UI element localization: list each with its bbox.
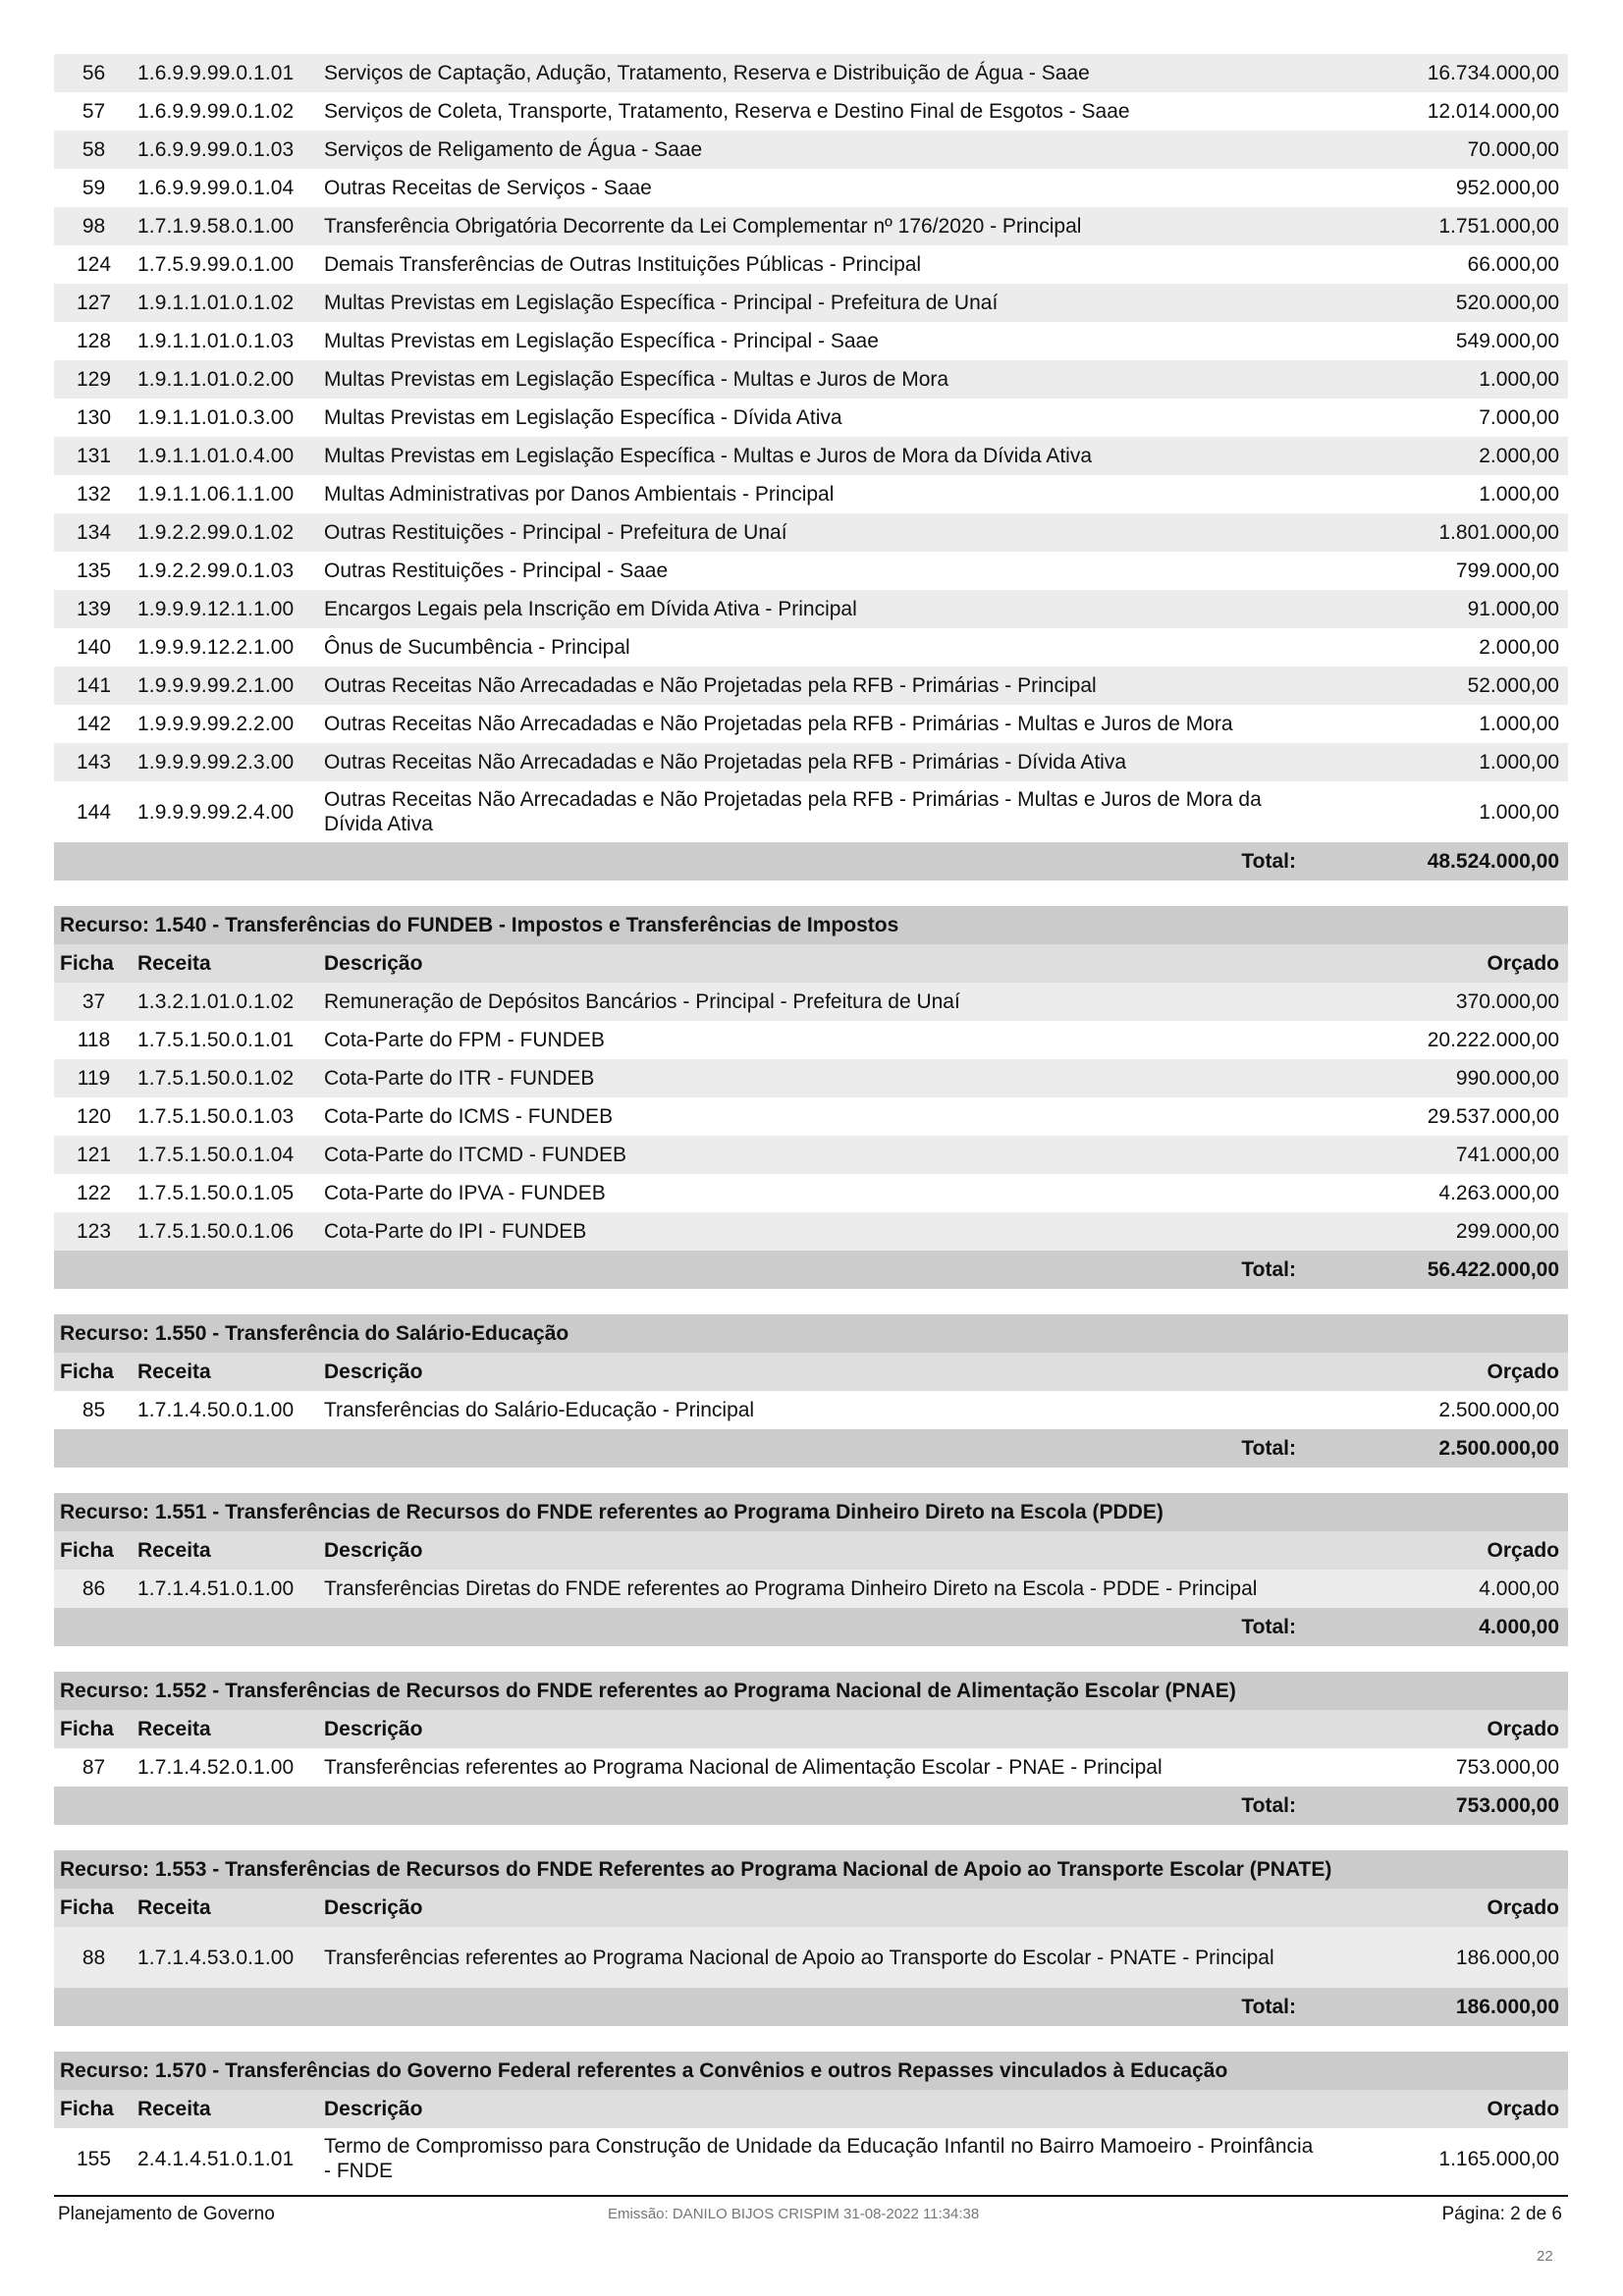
total-value: 4.000,00 — [1335, 1608, 1568, 1646]
total-value: 48.524.000,00 — [1335, 842, 1568, 881]
column-header-ficha: Ficha — [54, 2090, 137, 2128]
section-recurso-1540 — [54, 906, 1568, 1289]
orcado-cell: 66.000,00 — [1335, 245, 1568, 284]
table-row — [54, 552, 1568, 590]
receita-cell: 1.9.9.9.12.2.1.00 — [137, 628, 324, 667]
total-label: Total: — [54, 1787, 1335, 1825]
descricao-cell: Transferência Obrigatória Decorrente da Lei Complementar nº 176/2020 - Principal — [324, 207, 1335, 245]
ficha-cell: 86 — [54, 1570, 137, 1608]
descricao-cell: Serviços de Coleta, Transporte, Tratamento, Reserva e Destino Final de Esgotos - Saae — [324, 92, 1335, 131]
table-row — [54, 1748, 1568, 1787]
receita-cell: 1.9.9.9.99.2.1.00 — [137, 667, 324, 705]
table-row — [54, 245, 1568, 284]
table-row — [54, 590, 1568, 628]
table-row — [54, 2128, 1568, 2189]
receita-cell: 1.6.9.9.99.0.1.03 — [137, 131, 324, 169]
orcado-cell: 12.014.000,00 — [1335, 92, 1568, 131]
ficha-cell: 56 — [54, 54, 137, 92]
ficha-cell: 130 — [54, 399, 137, 437]
receita-cell: 1.7.1.4.52.0.1.00 — [137, 1748, 324, 1787]
recurso-header — [54, 1672, 1568, 1710]
column-header-ficha: Ficha — [54, 1353, 137, 1391]
descricao-cell: Transferências referentes ao Programa Nacional de Apoio ao Transporte do Escolar - PNATE - Principal — [324, 1927, 1335, 1988]
recurso-header — [54, 1314, 1568, 1353]
receita-cell: 1.7.1.4.51.0.1.00 — [137, 1570, 324, 1608]
column-header-descricao: Descrição — [324, 1353, 1335, 1391]
receita-cell: 1.7.1.4.53.0.1.00 — [137, 1927, 324, 1988]
total-value: 186.000,00 — [1335, 1988, 1568, 2026]
footer-department: Planejamento de Governo — [58, 2204, 275, 2224]
orcado-cell: 299.000,00 — [1335, 1212, 1568, 1251]
table-row — [54, 1059, 1568, 1097]
receita-cell: 1.7.5.1.50.0.1.02 — [137, 1059, 324, 1097]
section-recurso-1552 — [54, 1672, 1568, 1825]
column-header-ficha: Ficha — [54, 1531, 137, 1570]
table-row — [54, 1136, 1568, 1174]
orcado-cell: 1.801.000,00 — [1335, 513, 1568, 552]
ficha-cell: 135 — [54, 552, 137, 590]
descricao-cell: Cota-Parte do ICMS - FUNDEB — [324, 1097, 1335, 1136]
table-row — [54, 437, 1568, 475]
descricao-cell: Cota-Parte do IPVA - FUNDEB — [324, 1174, 1335, 1212]
ficha-cell: 58 — [54, 131, 137, 169]
descricao-cell: Cota-Parte do ITR - FUNDEB — [324, 1059, 1335, 1097]
column-header-descricao: Descrição — [324, 1710, 1335, 1748]
ficha-cell: 123 — [54, 1212, 137, 1251]
receita-cell: 1.3.2.1.01.0.1.02 — [137, 983, 324, 1021]
total-label: Total: — [54, 1251, 1335, 1289]
orcado-cell: 799.000,00 — [1335, 552, 1568, 590]
receita-cell: 1.7.5.1.50.0.1.03 — [137, 1097, 324, 1136]
ficha-cell: 128 — [54, 322, 137, 360]
orcado-cell: 1.751.000,00 — [1335, 207, 1568, 245]
column-header-row — [54, 1531, 1568, 1570]
ficha-cell: 134 — [54, 513, 137, 552]
footer-emission: Emissão: DANILO BIJOS CRISPIM 31-08-2022 11:34:38 — [608, 2206, 980, 2222]
descricao-cell: Outras Restituições - Principal - Prefeitura de Unaí — [324, 513, 1335, 552]
section-recurso-1553 — [54, 1850, 1568, 2026]
column-header-row — [54, 1353, 1568, 1391]
orcado-cell: 16.734.000,00 — [1335, 54, 1568, 92]
receita-cell: 1.9.1.1.01.0.1.03 — [137, 322, 324, 360]
column-header-orcado: Orçado — [1335, 2090, 1568, 2128]
ficha-cell: 140 — [54, 628, 137, 667]
orcado-cell: 4.263.000,00 — [1335, 1174, 1568, 1212]
orcado-cell: 186.000,00 — [1335, 1927, 1568, 1988]
recurso-title: Recurso: 1.550 - Transferência do Salário-Educação — [54, 1314, 1568, 1353]
orcado-cell: 91.000,00 — [1335, 590, 1568, 628]
table-row — [54, 1212, 1568, 1251]
column-header-row — [54, 1710, 1568, 1748]
ficha-cell: 85 — [54, 1391, 137, 1429]
revenue-table — [54, 906, 1568, 1289]
receita-cell: 1.9.2.2.99.0.1.02 — [137, 513, 324, 552]
orcado-cell: 1.000,00 — [1335, 475, 1568, 513]
revenue-table — [54, 54, 1568, 881]
receita-cell: 1.6.9.9.99.0.1.04 — [137, 169, 324, 207]
receita-cell: 1.7.1.9.58.0.1.00 — [137, 207, 324, 245]
column-header-receita: Receita — [137, 1353, 324, 1391]
receita-cell: 1.9.9.9.99.2.2.00 — [137, 705, 324, 743]
ficha-cell: 124 — [54, 245, 137, 284]
footer-pagination: Página: 2 de 6 — [1441, 2204, 1562, 2224]
column-header-ficha: Ficha — [54, 1889, 137, 1927]
descricao-cell: Serviços de Captação, Adução, Tratamento, Reserva e Distribuição de Água - Saae — [324, 54, 1335, 92]
descricao-cell: Transferências referentes ao Programa Nacional de Alimentação Escolar - PNAE - Principal — [324, 1748, 1335, 1787]
table-row — [54, 475, 1568, 513]
recurso-header — [54, 1850, 1568, 1889]
column-header-ficha: Ficha — [54, 944, 137, 983]
section-recurso-1570 — [54, 2052, 1568, 2189]
ficha-cell: 119 — [54, 1059, 137, 1097]
ficha-cell: 144 — [54, 781, 137, 842]
table-row — [54, 54, 1568, 92]
table-row — [54, 284, 1568, 322]
ficha-cell: 143 — [54, 743, 137, 781]
column-header-orcado: Orçado — [1335, 1531, 1568, 1570]
column-header-receita: Receita — [137, 944, 324, 983]
recurso-header — [54, 906, 1568, 944]
column-header-ficha: Ficha — [54, 1710, 137, 1748]
recurso-header — [54, 2052, 1568, 2090]
column-header-receita: Receita — [137, 2090, 324, 2128]
ficha-cell: 88 — [54, 1927, 137, 1988]
ficha-cell: 142 — [54, 705, 137, 743]
descricao-cell: Outras Receitas Não Arrecadadas e Não Projetadas pela RFB - Primárias - Dívida Ativa — [324, 743, 1335, 781]
total-row — [54, 1429, 1568, 1468]
total-value: 56.422.000,00 — [1335, 1251, 1568, 1289]
column-header-orcado: Orçado — [1335, 1889, 1568, 1927]
column-header-row — [54, 2090, 1568, 2128]
recurso-title: Recurso: 1.552 - Transferências de Recursos do FNDE referentes ao Programa Nacional de Alimentação Escolar (PNAE) — [54, 1672, 1568, 1710]
ficha-cell: 155 — [54, 2128, 137, 2189]
table-row — [54, 322, 1568, 360]
revenue-table — [54, 1493, 1568, 1646]
orcado-cell: 520.000,00 — [1335, 284, 1568, 322]
column-header-descricao: Descrição — [324, 2090, 1335, 2128]
receita-cell: 1.9.1.1.06.1.1.00 — [137, 475, 324, 513]
orcado-cell: 753.000,00 — [1335, 1748, 1568, 1787]
descricao-cell: Cota-Parte do ITCMD - FUNDEB — [324, 1136, 1335, 1174]
recurso-title: Recurso: 1.540 - Transferências do FUNDEB - Impostos e Transferências de Impostos — [54, 906, 1568, 944]
descricao-cell: Multas Administrativas por Danos Ambientais - Principal — [324, 475, 1335, 513]
descricao-cell: Outras Receitas Não Arrecadadas e Não Projetadas pela RFB - Primárias - Multas e Juros de Mora — [324, 705, 1335, 743]
ficha-cell: 118 — [54, 1021, 137, 1059]
ficha-cell: 59 — [54, 169, 137, 207]
descricao-cell: Multas Previstas em Legislação Específica - Principal - Prefeitura de Unaí — [324, 284, 1335, 322]
orcado-cell: 1.000,00 — [1335, 781, 1568, 842]
column-header-descricao: Descrição — [324, 1531, 1335, 1570]
receita-cell: 1.6.9.9.99.0.1.01 — [137, 54, 324, 92]
footer-divider — [54, 2195, 1568, 2197]
column-header-row — [54, 944, 1568, 983]
ficha-cell: 139 — [54, 590, 137, 628]
ficha-cell: 120 — [54, 1097, 137, 1136]
descricao-cell: Outras Receitas de Serviços - Saae — [324, 169, 1335, 207]
table-row — [54, 1021, 1568, 1059]
descricao-cell: Multas Previstas em Legislação Específica - Multas e Juros de Mora da Dívida Ativa — [324, 437, 1335, 475]
total-row — [54, 1988, 1568, 2026]
table-row — [54, 781, 1568, 842]
orcado-cell: 952.000,00 — [1335, 169, 1568, 207]
receita-cell: 1.7.5.1.50.0.1.06 — [137, 1212, 324, 1251]
column-header-orcado: Orçado — [1335, 1710, 1568, 1748]
receita-cell: 1.7.5.9.99.0.1.00 — [137, 245, 324, 284]
total-label: Total: — [54, 1429, 1335, 1468]
receita-cell: 2.4.1.4.51.0.1.01 — [137, 2128, 324, 2189]
ficha-cell: 132 — [54, 475, 137, 513]
receita-cell: 1.9.1.1.01.0.3.00 — [137, 399, 324, 437]
descricao-cell: Multas Previstas em Legislação Específica - Principal - Saae — [324, 322, 1335, 360]
descricao-cell: Multas Previstas em Legislação Específica - Dívida Ativa — [324, 399, 1335, 437]
total-row — [54, 1251, 1568, 1289]
orcado-cell: 549.000,00 — [1335, 322, 1568, 360]
column-header-descricao: Descrição — [324, 944, 1335, 983]
orcado-cell: 4.000,00 — [1335, 1570, 1568, 1608]
descricao-cell: Remuneração de Depósitos Bancários - Principal - Prefeitura de Unaí — [324, 983, 1335, 1021]
descricao-cell: Encargos Legais pela Inscrição em Dívida Ativa - Principal — [324, 590, 1335, 628]
table-row — [54, 1391, 1568, 1429]
receita-cell: 1.7.5.1.50.0.1.04 — [137, 1136, 324, 1174]
ficha-cell: 127 — [54, 284, 137, 322]
total-row — [54, 1787, 1568, 1825]
revenue-table — [54, 1850, 1568, 2026]
orcado-cell: 2.500.000,00 — [1335, 1391, 1568, 1429]
recurso-header — [54, 1493, 1568, 1531]
table-row — [54, 360, 1568, 399]
descricao-cell: Termo de Compromisso para Construção de Unidade da Educação Infantil no Bairro Mamoeiro - Proinfância - FNDE — [324, 2128, 1335, 2189]
table-row — [54, 1174, 1568, 1212]
table-row — [54, 743, 1568, 781]
table-row — [54, 131, 1568, 169]
recurso-title: Recurso: 1.553 - Transferências de Recursos do FNDE Referentes ao Programa Nacional de Apoio ao Transporte Escolar (PNATE) — [54, 1850, 1568, 1889]
descricao-cell: Outras Receitas Não Arrecadadas e Não Projetadas pela RFB - Primárias - Principal — [324, 667, 1335, 705]
ficha-cell: 98 — [54, 207, 137, 245]
section-recurso-1551 — [54, 1493, 1568, 1646]
page-number: 22 — [1537, 2248, 1553, 2265]
descricao-cell: Outras Restituições - Principal - Saae — [324, 552, 1335, 590]
descricao-cell: Multas Previstas em Legislação Específica - Multas e Juros de Mora — [324, 360, 1335, 399]
column-header-receita: Receita — [137, 1531, 324, 1570]
ficha-cell: 129 — [54, 360, 137, 399]
total-label: Total: — [54, 1608, 1335, 1646]
ficha-cell: 131 — [54, 437, 137, 475]
table-row — [54, 667, 1568, 705]
orcado-cell: 1.165.000,00 — [1335, 2128, 1568, 2189]
orcado-cell: 370.000,00 — [1335, 983, 1568, 1021]
descricao-cell: Transferências Diretas do FNDE referentes ao Programa Dinheiro Direto na Escola - PDDE - Principal — [324, 1570, 1335, 1608]
column-header-orcado: Orçado — [1335, 944, 1568, 983]
receita-cell: 1.9.9.9.99.2.4.00 — [137, 781, 324, 842]
orcado-cell: 7.000,00 — [1335, 399, 1568, 437]
total-row — [54, 842, 1568, 881]
recurso-title: Recurso: 1.551 - Transferências de Recursos do FNDE referentes ao Programa Dinheiro Direto na Escola (PDDE) — [54, 1493, 1568, 1531]
ficha-cell: 141 — [54, 667, 137, 705]
orcado-cell: 2.000,00 — [1335, 437, 1568, 475]
ficha-cell: 122 — [54, 1174, 137, 1212]
ficha-cell: 121 — [54, 1136, 137, 1174]
table-row — [54, 628, 1568, 667]
revenue-table — [54, 2052, 1568, 2189]
orcado-cell: 29.537.000,00 — [1335, 1097, 1568, 1136]
total-label: Total: — [54, 1988, 1335, 2026]
descricao-cell: Ônus de Sucumbência - Principal — [324, 628, 1335, 667]
table-row — [54, 92, 1568, 131]
recurso-title: Recurso: 1.570 - Transferências do Governo Federal referentes a Convênios e outros Repasses vinculados à Educação — [54, 2052, 1568, 2090]
orcado-cell: 990.000,00 — [1335, 1059, 1568, 1097]
column-header-receita: Receita — [137, 1710, 324, 1748]
orcado-cell: 1.000,00 — [1335, 705, 1568, 743]
ficha-cell: 37 — [54, 983, 137, 1021]
receita-cell: 1.9.1.1.01.0.1.02 — [137, 284, 324, 322]
descricao-cell: Cota-Parte do FPM - FUNDEB — [324, 1021, 1335, 1059]
table-row — [54, 513, 1568, 552]
ficha-cell: 57 — [54, 92, 137, 131]
table-row — [54, 169, 1568, 207]
orcado-cell: 20.222.000,00 — [1335, 1021, 1568, 1059]
orcado-cell: 2.000,00 — [1335, 628, 1568, 667]
table-row — [54, 705, 1568, 743]
descricao-cell: Cota-Parte do IPI - FUNDEB — [324, 1212, 1335, 1251]
section-recurso-1550 — [54, 1314, 1568, 1468]
total-value: 753.000,00 — [1335, 1787, 1568, 1825]
table-row — [54, 1570, 1568, 1608]
receita-cell: 1.9.1.1.01.0.2.00 — [137, 360, 324, 399]
descricao-cell: Transferências do Salário-Educação - Principal — [324, 1391, 1335, 1429]
receita-cell: 1.9.9.9.12.1.1.00 — [137, 590, 324, 628]
total-label: Total: — [54, 842, 1335, 881]
section-continuation — [54, 54, 1568, 881]
orcado-cell: 70.000,00 — [1335, 131, 1568, 169]
receita-cell: 1.9.9.9.99.2.3.00 — [137, 743, 324, 781]
orcado-cell: 1.000,00 — [1335, 360, 1568, 399]
column-header-row — [54, 1889, 1568, 1927]
page-footer — [58, 2204, 1568, 2233]
total-value: 2.500.000,00 — [1335, 1429, 1568, 1468]
table-row — [54, 399, 1568, 437]
descricao-cell: Serviços de Religamento de Água - Saae — [324, 131, 1335, 169]
revenue-table — [54, 1314, 1568, 1468]
receita-cell: 1.7.5.1.50.0.1.05 — [137, 1174, 324, 1212]
receita-cell: 1.7.5.1.50.0.1.01 — [137, 1021, 324, 1059]
column-header-receita: Receita — [137, 1889, 324, 1927]
receita-cell: 1.9.2.2.99.0.1.03 — [137, 552, 324, 590]
table-row — [54, 207, 1568, 245]
receita-cell: 1.9.1.1.01.0.4.00 — [137, 437, 324, 475]
column-header-orcado: Orçado — [1335, 1353, 1568, 1391]
report-body — [54, 54, 1568, 2189]
receita-cell: 1.6.9.9.99.0.1.02 — [137, 92, 324, 131]
table-row — [54, 1927, 1568, 1988]
table-row — [54, 983, 1568, 1021]
descricao-cell: Outras Receitas Não Arrecadadas e Não Projetadas pela RFB - Primárias - Multas e Juros de Mora da Dívida Ativa — [324, 781, 1335, 842]
ficha-cell: 87 — [54, 1748, 137, 1787]
revenue-table — [54, 1672, 1568, 1825]
table-row — [54, 1097, 1568, 1136]
orcado-cell: 741.000,00 — [1335, 1136, 1568, 1174]
column-header-descricao: Descrição — [324, 1889, 1335, 1927]
receita-cell: 1.7.1.4.50.0.1.00 — [137, 1391, 324, 1429]
orcado-cell: 1.000,00 — [1335, 743, 1568, 781]
total-row — [54, 1608, 1568, 1646]
descricao-cell: Demais Transferências de Outras Instituições Públicas - Principal — [324, 245, 1335, 284]
orcado-cell: 52.000,00 — [1335, 667, 1568, 705]
